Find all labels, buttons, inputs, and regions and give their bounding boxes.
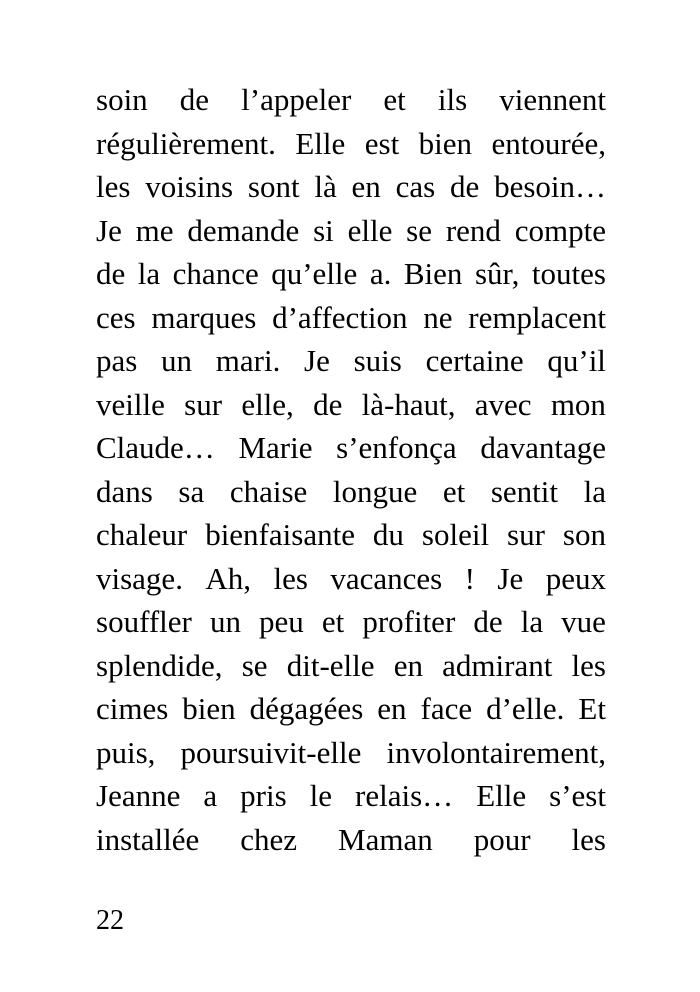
text-line [96, 122, 606, 166]
word: pas [96, 343, 138, 378]
text-line [96, 383, 606, 427]
word: rend [445, 212, 501, 248]
word: régulièrement. [96, 125, 276, 161]
word: pour [473, 821, 531, 857]
word: dans [96, 473, 153, 509]
text-line [96, 209, 606, 253]
text-line [96, 687, 606, 731]
word: un [161, 343, 193, 378]
word: viennent [499, 82, 606, 117]
word: sa [178, 473, 205, 509]
word: en [351, 169, 381, 204]
word: a. [369, 256, 392, 291]
word: qu’il [547, 343, 606, 378]
word: Marie [238, 430, 313, 465]
word: qu’elle [271, 256, 358, 291]
word: les [571, 647, 606, 683]
word: un [209, 604, 241, 639]
word: là-haut, [361, 386, 456, 422]
word: mon [550, 386, 606, 422]
word: ! [464, 560, 475, 596]
word: me [135, 212, 174, 248]
word: soin [96, 82, 148, 117]
word: toutes [531, 256, 606, 291]
text-line [96, 818, 606, 862]
word: et [442, 473, 466, 509]
word: sûr, [474, 256, 520, 291]
text-line [96, 644, 606, 688]
word: de [450, 169, 480, 204]
word: de [179, 82, 210, 117]
word: Et [578, 691, 606, 726]
text-line [96, 774, 606, 818]
word: l’appeler [241, 82, 352, 117]
word: ils [437, 82, 468, 117]
word: la [583, 473, 606, 509]
word: Elle [476, 778, 527, 813]
word: Jeanne [96, 778, 181, 813]
word: suis [353, 343, 402, 378]
word: de [96, 256, 126, 291]
word: vue [561, 604, 606, 639]
text-line [96, 252, 606, 296]
word: bien [182, 691, 236, 726]
word: est [364, 125, 400, 161]
word: de [313, 386, 343, 422]
word: splendide, [96, 647, 223, 683]
word: demande [187, 212, 300, 248]
word: chaise [229, 473, 308, 509]
word: cimes [96, 691, 169, 726]
word: veille [96, 386, 165, 422]
text-line [96, 165, 606, 209]
word: son [562, 517, 606, 552]
word: et [383, 82, 406, 117]
word: vacances [330, 560, 443, 596]
word: ces [96, 299, 136, 335]
text-line [96, 731, 606, 775]
word: relais… [355, 778, 454, 813]
word: chance [172, 256, 259, 291]
body-text [96, 78, 606, 861]
word: s’enfonça [336, 430, 457, 465]
word: installée [96, 821, 200, 857]
word: sont [247, 169, 300, 204]
word: bien [418, 125, 473, 161]
word: bienfaisante [205, 517, 355, 552]
word: peux [545, 560, 606, 596]
word: pris [240, 778, 287, 813]
word: sur [507, 517, 545, 552]
word: si [313, 212, 334, 248]
word: certaine [425, 343, 524, 378]
word: souffler [96, 604, 192, 639]
word: sentit [490, 473, 559, 509]
text-line [96, 600, 606, 644]
text-line [96, 513, 606, 557]
word: Bien [403, 256, 463, 291]
word: en [393, 647, 423, 683]
word: poursuivit-elle [180, 734, 362, 770]
word: cas [395, 169, 436, 204]
word: chaleur [96, 517, 188, 552]
word: se [241, 647, 268, 683]
word: d’elle. [486, 691, 565, 726]
word: de [473, 604, 503, 639]
text-line [96, 339, 606, 383]
word: puis, [96, 734, 156, 770]
word: Je [304, 343, 330, 378]
word: chez [240, 821, 298, 857]
word: la [520, 604, 544, 639]
word: les [273, 560, 308, 596]
word: dégagées [249, 691, 364, 726]
word: elle [347, 212, 393, 248]
word: Maman [338, 821, 433, 857]
word: compte [514, 212, 606, 248]
word: Je [497, 560, 524, 596]
word: d’affection [272, 299, 408, 335]
word: le [309, 778, 333, 813]
word: face [420, 691, 473, 726]
word: entourée, [491, 125, 606, 161]
word: ne [423, 299, 453, 335]
word: les [571, 821, 606, 857]
word: soleil [421, 517, 490, 552]
word: admirant [442, 647, 553, 683]
word: là [314, 169, 337, 204]
word: peu [259, 604, 304, 639]
text-line [96, 78, 606, 122]
word: Je [96, 212, 122, 248]
word: involontairement, [386, 734, 606, 770]
word: elle, [241, 386, 294, 422]
word: remplacent [468, 299, 606, 335]
word: se [406, 212, 432, 248]
word: Ah, [205, 560, 252, 596]
word: profiter [362, 604, 456, 639]
text-line [96, 470, 606, 514]
word: et [321, 604, 345, 639]
word: en [377, 691, 407, 726]
page-number: 22 [96, 905, 124, 936]
word: mari. [215, 343, 281, 378]
word: avec [474, 386, 532, 422]
word: besoin… [494, 169, 606, 204]
word: s’est [549, 778, 606, 813]
word: a [203, 778, 218, 813]
word: marques [151, 299, 257, 335]
word: visage. [96, 560, 183, 596]
word: la [137, 256, 161, 291]
word: davantage [480, 430, 606, 465]
word: Claude… [96, 430, 215, 465]
word: du [372, 517, 404, 552]
word: dit-elle [286, 647, 375, 683]
word: sur [184, 386, 223, 422]
word: longue [332, 473, 418, 509]
word: les [96, 169, 131, 204]
word: voisins [145, 169, 234, 204]
word: Elle [295, 125, 346, 161]
text-line [96, 557, 606, 601]
text-line [96, 426, 606, 470]
text-line [96, 296, 606, 340]
